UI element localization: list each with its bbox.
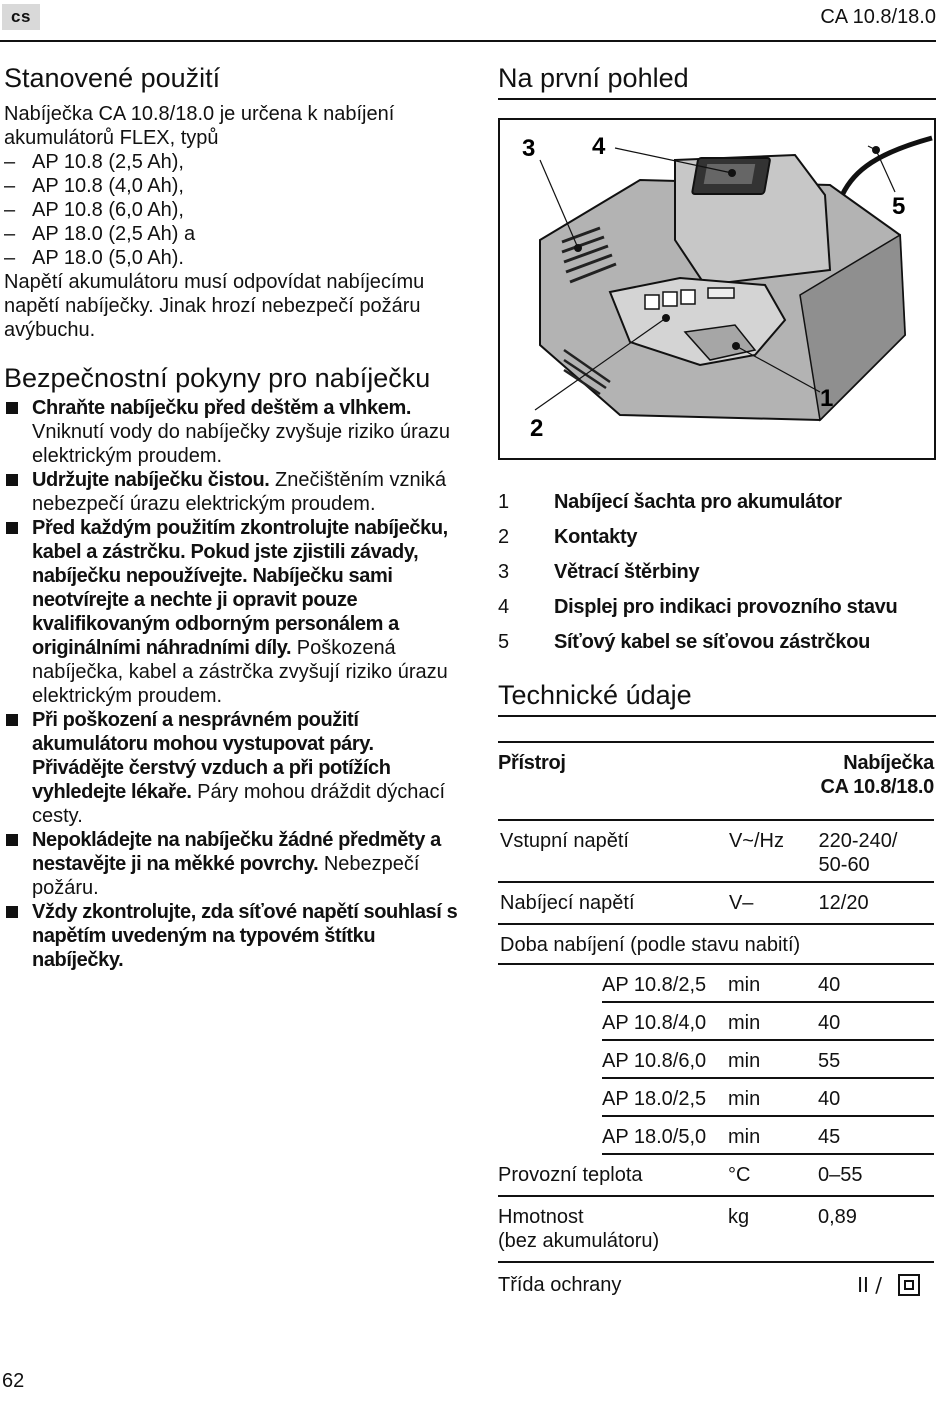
spec-value: 45 <box>818 1126 841 1148</box>
legend-num: 1 <box>498 491 510 513</box>
safety-item <box>4 900 464 972</box>
spec-name: Vstupní napětí <box>500 830 629 852</box>
spec-value: 0–55 <box>818 1164 863 1186</box>
legend-label: Kontakty <box>554 526 638 548</box>
spec-value-l1: 220-240/ <box>818 830 898 852</box>
header-rule <box>0 40 936 42</box>
spec-unit: kg <box>728 1206 750 1228</box>
safety-item <box>4 468 464 516</box>
spec-name: Nabíjecí napětí <box>500 892 635 914</box>
table-row <box>602 1003 934 1041</box>
safety-item <box>4 396 464 468</box>
double-insulation-icon <box>898 1274 920 1296</box>
spec-name: Třída ochrany <box>498 1274 622 1296</box>
table-row <box>498 1263 934 1307</box>
table-row <box>602 1079 934 1117</box>
table-row <box>498 925 934 965</box>
table-row <box>498 883 934 925</box>
spec-value <box>818 1273 934 1307</box>
protection-class-value: II / <box>857 1273 882 1297</box>
safety-item <box>4 708 464 828</box>
safety-item-bold: Před každým použitím zkontrolujte nabíječku, kabel a zástrčku. Pokud jste zjistili závady, nabíječku nepoužívejte. Nabíječku sami neotvírejte a nechte ji opravit pouze kvalifikovaným odborným personálem a originálními náhradními díly. <box>32 517 448 659</box>
spec-name <box>498 1205 728 1261</box>
spec-unit: min <box>728 1050 761 1072</box>
spec-name: AP 18.0/5,0 <box>602 1126 707 1148</box>
overview-title: Na první pohled <box>498 60 936 100</box>
spec-value: 40 <box>818 974 841 996</box>
legend-item <box>498 490 936 525</box>
callout-3: 3 <box>522 135 536 162</box>
safety-title: Bezpečnostní pokyny pro nabíječku <box>4 363 431 393</box>
spec-unit: min <box>728 974 761 996</box>
legend-label: Displej pro indikaci provozního stavu <box>554 596 898 618</box>
table-row <box>602 965 934 1003</box>
safety-item-bold: Vždy zkontrolujte, zda síťové napětí souhlasí s napětím uvedeným na typovém štítku nabíječky. <box>32 901 458 971</box>
legend-item <box>498 560 936 595</box>
spec-name: Provozní teplota <box>498 1164 643 1186</box>
spec-name: AP 10.8/2,5 <box>602 974 707 996</box>
spec-value: 0,89 <box>818 1206 857 1228</box>
safety-item-bold: Při poškození a nesprávném použití akumulátoru mohou vystupovat páry. Přivádějte čerstvý vzduch a při potížích vyhledejte lékaře. <box>32 709 391 803</box>
list-item: – AP 10.8 (2,5 Ah), <box>4 150 464 174</box>
spec-header-name: Přístroj <box>498 752 566 774</box>
callout-1: 1 <box>820 385 834 412</box>
spec-header-row <box>498 743 934 821</box>
table-row <box>498 821 934 883</box>
safety-item <box>4 516 464 708</box>
spec-header-value-l2: CA 10.8/18.0 <box>820 776 934 798</box>
spec-unit: V~/Hz <box>728 830 784 852</box>
spec-value: 55 <box>818 1050 841 1072</box>
page-number: 62 <box>2 1370 25 1392</box>
spec-unit: V– <box>728 892 754 914</box>
spec-unit: min <box>728 1088 761 1110</box>
spec-value-l2: 50-60 <box>818 854 870 876</box>
legend-item <box>498 630 936 665</box>
figure-legend <box>498 490 936 665</box>
battery-type-list <box>4 150 464 270</box>
spec-name: Doba nabíjení (podle stavu nabití) <box>500 934 801 956</box>
safety-item-bold: Nepokládejte na nabíječku žádné předměty a nestavějte ji na měkké povrchy. <box>32 829 441 875</box>
safety-item <box>4 828 464 900</box>
safety-item-text: Poškozená nabíječka, kabel a zástrčka zvyšují riziko úrazu elektrickým proudem. <box>32 637 448 707</box>
table-row <box>602 1117 934 1155</box>
list-item: – AP 18.0 (2,5 Ah) a <box>4 222 464 246</box>
legend-item <box>498 595 936 630</box>
spec-value: 40 <box>818 1088 841 1110</box>
language-badge: cs <box>2 4 40 30</box>
legend-num: 2 <box>498 526 510 548</box>
charger-figure <box>498 118 936 460</box>
table-row <box>498 1197 934 1263</box>
tech-title: Technické údaje <box>498 677 936 717</box>
safety-item-text: Znečištěním vzniká nebezpečí úrazu elektrickým proudem. <box>32 469 447 515</box>
legend-label: Větrací štěrbiny <box>554 561 700 583</box>
legend-num: 5 <box>498 631 510 653</box>
table-row <box>602 1041 934 1079</box>
spec-name: AP 10.8/4,0 <box>602 1012 707 1034</box>
callout-2: 2 <box>530 415 544 442</box>
callout-5: 5 <box>892 193 906 220</box>
spec-header-value-l1: Nabíječka <box>843 752 934 774</box>
spec-name-l1: Hmotnost <box>498 1206 584 1228</box>
spec-table <box>498 741 934 1307</box>
header-model: CA 10.8/18.0 <box>820 6 936 28</box>
intended-use-intro: Nabíječka CA 10.8/18.0 je určena k nabíjení akumulátorů FLEX, typů <box>4 103 395 149</box>
spec-unit: °C <box>728 1164 751 1186</box>
spec-header-value <box>728 751 934 819</box>
list-item: – AP 10.8 (6,0 Ah), <box>4 198 464 222</box>
safety-item-text: Vniknutí vody do nabíječky zvyšuje riziko úrazu elektrickým proudem. <box>32 421 450 467</box>
legend-num: 3 <box>498 561 510 583</box>
intended-use-title: Stanovené použití <box>4 63 221 93</box>
spec-unit: min <box>728 1126 761 1148</box>
legend-label: Síťový kabel se síťovou zástrčkou <box>554 631 871 653</box>
legend-item <box>498 525 936 560</box>
spec-value: 12/20 <box>818 892 869 914</box>
spec-name: AP 10.8/6,0 <box>602 1050 707 1072</box>
spec-value: 40 <box>818 1012 841 1034</box>
callout-4: 4 <box>592 133 606 160</box>
safety-item-text: Páry mohou dráždit dýchací cesty. <box>32 781 446 827</box>
charger-illustration <box>500 120 934 458</box>
safety-item-bold: Chraňte nabíječku před deštěm a vlhkem. <box>32 397 411 419</box>
safety-item-text: Nebezpečí požáru. <box>32 853 420 899</box>
intended-use-note: Napětí akumulátoru musí odpovídat nabíjecímu napětí nabíječky. Jinak hrozí nebezpečí požáru avýbuchu. <box>4 271 425 341</box>
spec-name: AP 18.0/2,5 <box>602 1088 707 1110</box>
right-column <box>498 60 936 1307</box>
spec-value <box>819 829 934 881</box>
safety-item-bold: Udržujte nabíječku čistou. <box>32 469 270 491</box>
spec-name-l2: (bez akumulátoru) <box>498 1230 660 1252</box>
left-column <box>4 60 464 972</box>
spec-unit: min <box>728 1012 761 1034</box>
legend-label: Nabíjecí šachta pro akumulátor <box>554 491 842 513</box>
list-item: – AP 10.8 (4,0 Ah), <box>4 174 464 198</box>
safety-list <box>4 396 464 972</box>
legend-num: 4 <box>498 596 510 618</box>
table-row <box>498 1155 934 1197</box>
list-item: – AP 18.0 (5,0 Ah). <box>4 246 464 270</box>
